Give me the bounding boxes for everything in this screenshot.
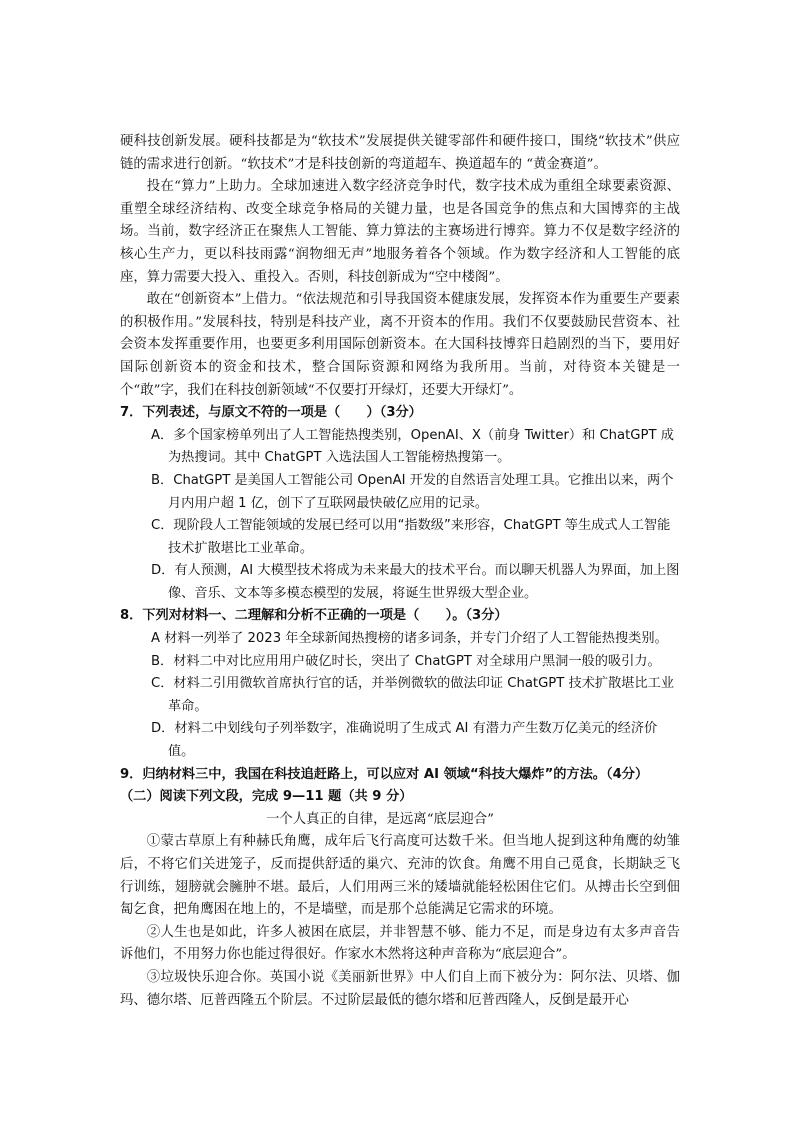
body-paragraph: 投在“算力”上助力。全球加速进入数字经济竞争时代，数字技术成为重组全球要素资源、重塑全球经济结构、改变全球竞争格局的关键力量，也是各国竞争的焦点和大国博弈的主战场。当前，数字经济正在聚焦人工智能、算力算法的主赛场进行博弈。算力不仅是数字经济的核心生产力，更以科技雨露“润物细无声”地服务着各个领域。作为数字经济和人工智能的底座，算力需要大投入、重投入。否则，科技创新成为“空中楼阁”。 xyxy=(120,179,680,285)
question-8-option-c: C．材料二引用微软首席执行官的话，并举例微软的做法印证 ChatGPT 技术扩散堪比工业革命。 xyxy=(151,676,675,714)
body-paragraph: 敢在“创新资本”上借力。“依法规范和引导我国资本健康发展，发挥资本作为重要生产要素的积极作用。”发展科技，特别是科技产业，离不开资本的作用。我们不仅要鼓励民营资本、社会资本发挥重要作用，也要更多利用国际创新资本。在大国科技博弈日趋剧烈的当下，要用好国际创新资本的资金和技术，整合国际资源和网络为我所用。当前，对待资本关键是一个“敢”字，我们在科技创新领域“不仅要打开绿灯，还要大开绿灯”。 xyxy=(120,292,680,398)
article-paragraph: ②人生也是如此，许多人被困在底层，并非智慧不够、能力不足，而是身边有太多声音告诉他们，不用努力你也能过得很好。作家水木然将这种声音称为“底层迎合”。 xyxy=(120,924,680,963)
question-8-option-d: D．材料二中划线句子列举数字，准确说明了生成式 AI 有潜力产生数万亿美元的经济价值。 xyxy=(151,721,658,760)
question-7-option-b: B．ChatGPT 是美国人工智能公司 OpenAI 开发的自然语言处理工具。它推出以来，两个月内用户超 1 亿，创下了互联网最快破亿应用的记录。 xyxy=(151,472,674,511)
article-title: 一个人真正的自律，是远离“底层迎合” xyxy=(266,811,494,827)
question-9-title: 9．归纳材料三中，我国在科技追赶路上，可以应对 AI 领域“科技大爆炸”的方法。（4分） xyxy=(120,766,649,782)
question-7-title: 7．下列表述，与原文不符的一项是（ ）（3分） xyxy=(120,405,422,421)
question-8-option-b: B．材料二中对比应用用户破亿时长，突出了 ChatGPT 对全球用户黑洞一般的吸引力。 xyxy=(151,653,661,669)
question-7-option-d: D．有人预测，AI 大模型技术将成为未来最大的技术平台。而以聊天机器人为界面，加上图像、音乐、文本等多模态模型的发展，将诞生世界级大型企业。 xyxy=(151,563,680,601)
document-page xyxy=(120,131,680,1012)
question-8-title: 8．下列对材料一、二理解和分析不正确的一项是（ ）。（3分） xyxy=(120,608,508,624)
question-7-option-c: C．现阶段人工智能领域的发展已经可以用“指数级”来形容，ChatGPT 等生成式人工智能技术扩散堪比工业革命。 xyxy=(151,518,671,556)
section-heading: （二）阅读下列文段，完成 9—11 题（共 9 分） xyxy=(120,789,413,805)
article-paragraph: ①蒙古草原上有种赫氏角鹰，成年后飞行高度可达数千米。但当地人捉到这种角鹰的幼雏后，不将它们关进笼子，反而提供舒适的巢穴、充沛的饮食。角鹰不用自己觅食，长期缺乏飞行训练，翅膀就会臃肿不堪。最后，人们用两三米的矮墙就能轻松困住它们。从搏击长空到佃匐乞食，把角鹰困在地上的，不是墙壁，而是那个总能满足它需求的环境。 xyxy=(120,834,680,918)
question-7-option-a: A．多个国家榜单列出了人工智能热搜类别，OpenAI、X（前身 Twitter）和 ChatGPT 成为热搜词。其中 ChatGPT 入选法国人工智能榜热搜第一。 xyxy=(151,427,674,466)
body-paragraph: 硬科技创新发展。硬科技都是为“软技术”发展提供关键零部件和硬件接口，围绕“软技术”供应链的需求进行创新。“软技术”才是科技创新的弯道超车、换道超车的 “黄金赛道”。 xyxy=(120,134,680,172)
question-8-option-a: A 材料一列举了 2023 年全球新闻热搜榜的诸多词条，并专门介绍了人工智能热搜类别。 xyxy=(151,631,668,647)
article-paragraph: ③垃圾快乐迎合你。英国小说《美丽新世界》中人们自上而下被分为：阿尔法、贝塔、伽玛、德尔塔、厄普西隆五个阶层。不过阶层最低的德尔塔和厄普西隆人，反倒是最开心 xyxy=(120,969,680,1008)
